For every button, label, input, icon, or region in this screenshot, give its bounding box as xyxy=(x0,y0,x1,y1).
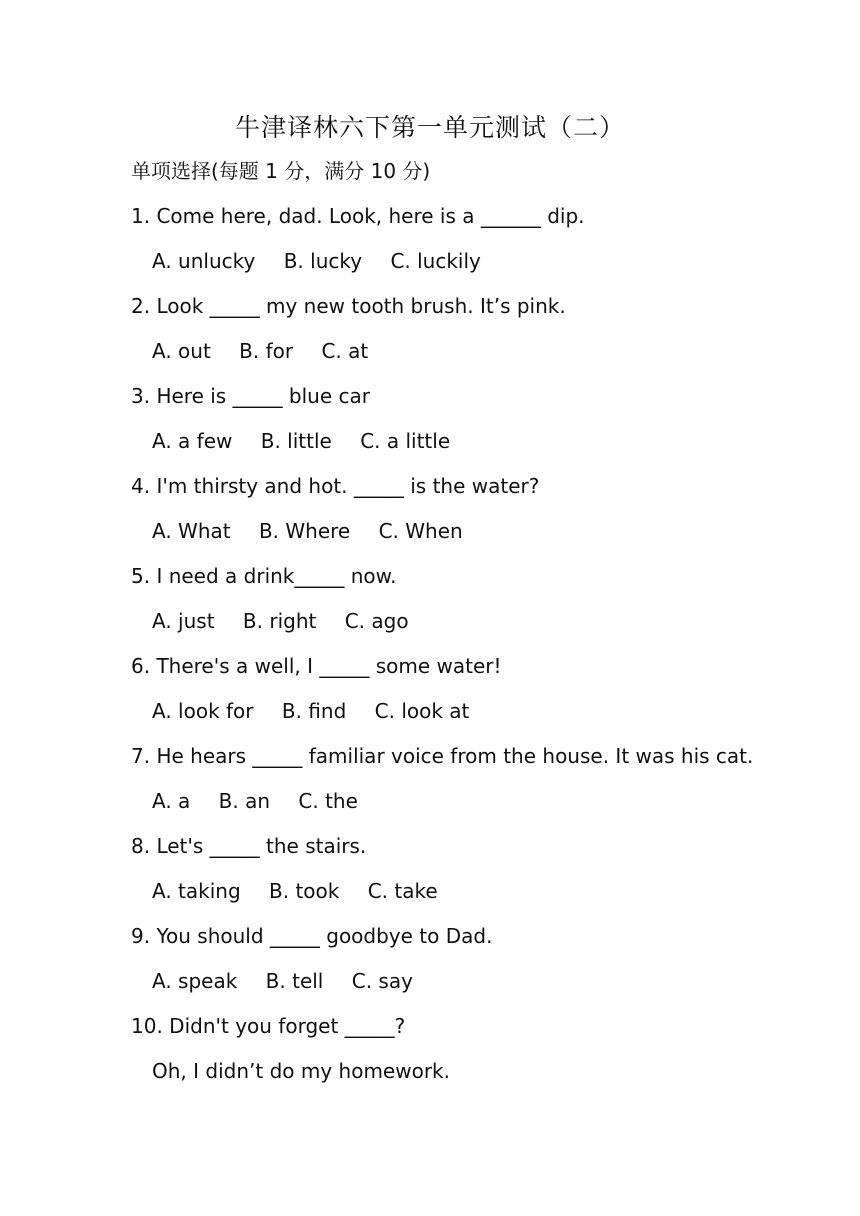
question-8-option-b: B. took xyxy=(269,879,340,903)
question-7-option-a: A. a xyxy=(152,789,191,813)
question-5-option-b: B. right xyxy=(242,609,317,633)
question-9-option-a: A. speak xyxy=(152,969,238,993)
question-9-option-c: C. say xyxy=(351,969,413,993)
question-4-option-c: C. When xyxy=(378,519,463,543)
question-7-option-c: C. the xyxy=(298,789,358,813)
question-6-option-b: B. find xyxy=(281,699,347,723)
question-5-options xyxy=(152,604,409,638)
question-4-options xyxy=(152,514,463,548)
question-1-option-c: C. luckily xyxy=(390,249,481,273)
question-8-stem: 8. Let's _____ the stairs. xyxy=(131,834,367,858)
question-8-option-c: C. take xyxy=(367,879,438,903)
question-2-options xyxy=(152,334,368,368)
question-8-options xyxy=(152,874,438,908)
page-title: 牛津译林六下第一单元测试（二） xyxy=(234,113,625,142)
question-6-option-a: A. look for xyxy=(152,699,254,723)
question-5-option-a: A. just xyxy=(152,609,215,633)
question-4-stem: 4. I'm thirsty and hot. _____ is the water? xyxy=(131,474,540,498)
question-2-option-c: C. at xyxy=(321,339,369,363)
question-5-stem: 5. I need a drink_____ now. xyxy=(131,564,397,588)
question-10-answer-line: Oh, I didn’t do my homework. xyxy=(152,1059,450,1083)
question-1-stem: 1. Come here, dad. Look, here is a ______ dip. xyxy=(131,204,585,228)
question-4-option-a: A. What xyxy=(152,519,231,543)
question-6-stem: 6. There's a well, I _____ some water! xyxy=(131,654,502,678)
question-9-stem: 9. You should _____ goodbye to Dad. xyxy=(131,924,493,948)
question-2-stem: 2. Look _____ my new tooth brush. It’s pink. xyxy=(131,294,566,318)
question-1-option-b: B. lucky xyxy=(283,249,363,273)
question-3-option-a: A. a few xyxy=(152,429,233,453)
question-6-options xyxy=(152,694,469,728)
question-7-option-b: B. an xyxy=(218,789,271,813)
question-3-options xyxy=(152,424,450,458)
question-2-option-b: B. for xyxy=(239,339,294,363)
question-3-option-b: B. little xyxy=(260,429,332,453)
section-heading: 单项选择(每题 1 分，满分 10 分) xyxy=(131,159,431,183)
question-9-option-b: B. tell xyxy=(265,969,324,993)
question-3-stem: 3. Here is _____ blue car xyxy=(131,384,370,408)
question-10-stem: 10. Didn't you forget _____? xyxy=(131,1014,406,1038)
question-9-options xyxy=(152,964,413,998)
question-7-options xyxy=(152,784,358,818)
question-7-stem: 7. He hears _____ familiar voice from the house. It was his cat. xyxy=(131,744,754,768)
question-2-option-a: A. out xyxy=(152,339,211,363)
question-4-option-b: B. Where xyxy=(258,519,351,543)
question-5-option-c: C. ago xyxy=(344,609,409,633)
question-6-option-c: C. look at xyxy=(374,699,470,723)
question-1-options xyxy=(152,244,481,278)
question-1-option-a: A. unlucky xyxy=(152,249,256,273)
question-8-option-a: A. taking xyxy=(152,879,241,903)
question-3-option-c: C. a little xyxy=(360,429,451,453)
